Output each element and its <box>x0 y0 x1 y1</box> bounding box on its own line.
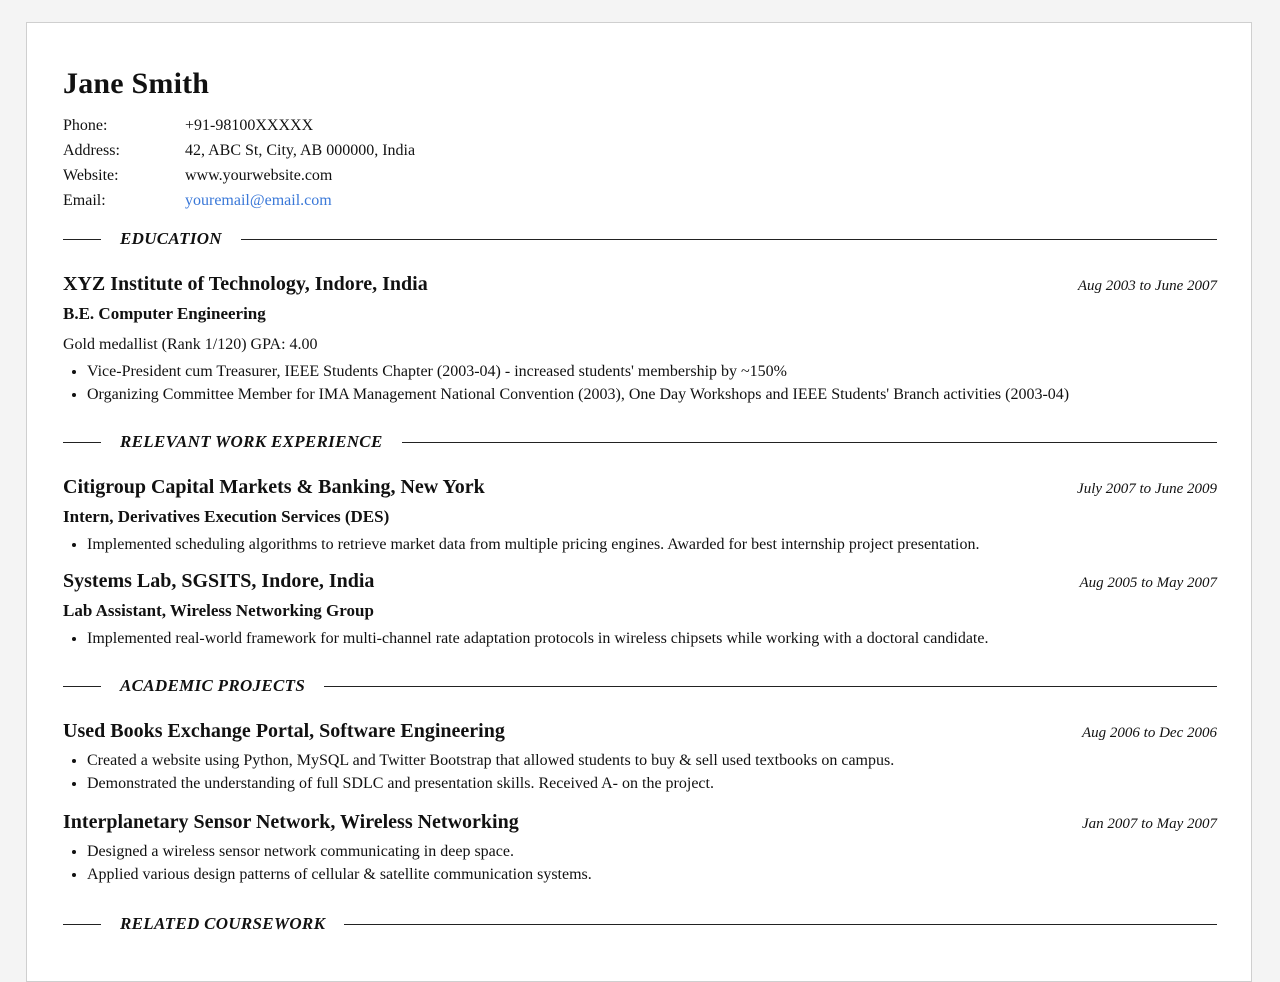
entry-note: Gold medallist (Rank 1/120) GPA: 4.00 <box>63 336 318 353</box>
list-item: • Vice-President cum Treasurer, IEEE Students Chapter (2003-04) - increased students' membership by ~150% <box>87 360 1217 383</box>
email-label: Email: <box>63 192 106 209</box>
entry-title: Citigroup Capital Markets & Banking, New York <box>63 476 485 498</box>
phone-value: +91-98100XXXXX <box>185 117 314 134</box>
section-title-work: RELEVANT WORK EXPERIENCE <box>120 432 383 451</box>
entry-title: XYZ Institute of Technology, Indore, India <box>63 273 428 295</box>
bullet-list <box>63 840 1217 886</box>
section-heading-projects <box>63 674 1217 698</box>
entry-subtitle: Intern, Derivatives Execution Services (DES) <box>63 507 390 526</box>
list-item: • Organizing Committee Member for IMA Management National Convention (2003), One Day Workshops and IEEE Students' Branch activities (2003-04) <box>87 383 1217 406</box>
section-rule <box>63 686 101 687</box>
section-title-education: EDUCATION <box>120 229 222 248</box>
work-entry <box>63 474 1217 556</box>
contact-phone-row <box>63 113 1217 138</box>
bullet-list <box>63 360 1217 406</box>
list-item: • Created a website using Python, MySQL and Twitter Bootstrap that allowed students to buy & sell used textbooks on campus. <box>87 749 1217 772</box>
contact-email-row <box>63 188 1217 213</box>
section-rule <box>344 924 1217 925</box>
project-entry <box>63 809 1217 886</box>
section-rule <box>402 442 1217 443</box>
entry-subtitle: Lab Assistant, Wireless Networking Group <box>63 601 374 620</box>
work-entry <box>63 568 1217 650</box>
section-title-projects: ACADEMIC PROJECTS <box>120 676 306 695</box>
section-title-coursework: RELATED COURSEWORK <box>120 914 326 933</box>
website-label: Website: <box>63 167 119 184</box>
section-heading-coursework <box>63 912 1217 936</box>
entry-date: Aug 2006 to Dec 2006 <box>1082 725 1217 741</box>
bullet-list <box>63 749 1217 795</box>
section-rule <box>63 239 101 240</box>
entry-date: Jan 2007 to May 2007 <box>1082 816 1217 832</box>
entry-title: Used Books Exchange Portal, Software Engineering <box>63 720 505 742</box>
address-label: Address: <box>63 142 120 159</box>
entry-title: Interplanetary Sensor Network, Wireless Networking <box>63 811 519 833</box>
resume-page <box>26 22 1252 982</box>
phone-label: Phone: <box>63 117 108 134</box>
resume-content <box>63 65 1217 936</box>
bullet-list <box>63 533 1217 556</box>
entry-title: Systems Lab, SGSITS, Indore, India <box>63 570 375 592</box>
list-item: • Implemented scheduling algorithms to retrieve market data from multiple pricing engines. Awarded for best internship project presentation. <box>87 533 1217 556</box>
list-item: • Implemented real-world framework for multi-channel rate adaptation protocols in wireless chipsets while working with a doctoral candidate. <box>87 627 1217 650</box>
contact-address-row <box>63 138 1217 163</box>
entry-subtitle: B.E. Computer Engineering <box>63 304 266 323</box>
section-rule <box>63 924 101 925</box>
project-entry <box>63 718 1217 795</box>
section-rule <box>241 239 1217 240</box>
section-heading-education <box>63 227 1217 251</box>
candidate-name: Jane Smith <box>63 67 210 100</box>
contact-website-row <box>63 163 1217 188</box>
section-rule <box>324 686 1217 687</box>
entry-date: July 2007 to June 2009 <box>1077 481 1217 497</box>
education-entry <box>63 271 1217 406</box>
entry-date: Aug 2005 to May 2007 <box>1079 575 1217 591</box>
section-rule <box>63 442 101 443</box>
bullet-list <box>63 627 1217 650</box>
section-heading-work <box>63 430 1217 454</box>
list-item: • Applied various design patterns of cellular & satellite communication systems. <box>87 863 1217 886</box>
list-item: • Demonstrated the understanding of full SDLC and presentation skills. Received A- on the project. <box>87 772 1217 795</box>
website-value: www.yourwebsite.com <box>185 167 333 184</box>
email-link[interactable]: youremail@email.com <box>185 192 332 209</box>
list-item: • Designed a wireless sensor network communicating in deep space. <box>87 840 1217 863</box>
address-value: 42, ABC St, City, AB 000000, India <box>185 142 416 159</box>
entry-date: Aug 2003 to June 2007 <box>1077 278 1217 294</box>
contact-block <box>63 113 1217 213</box>
